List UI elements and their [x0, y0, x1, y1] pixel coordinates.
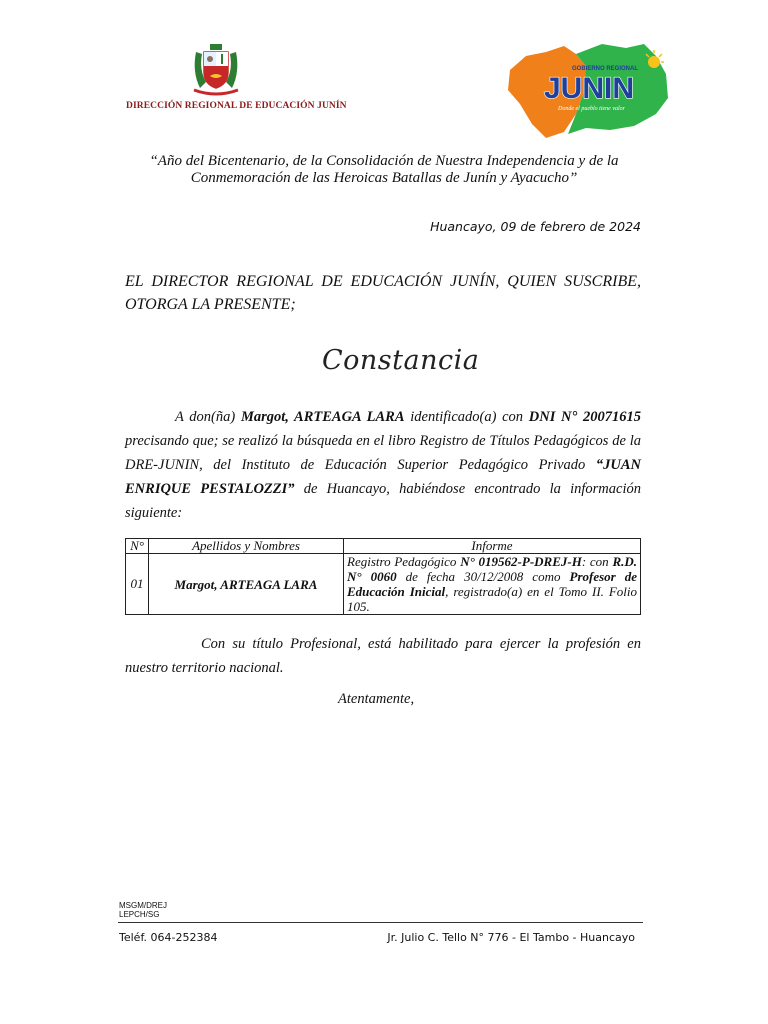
initials-line2: LEPCH/SG — [119, 910, 160, 919]
row-number: 01 — [126, 554, 149, 615]
closing-paragraph — [125, 632, 641, 680]
institution-name: DIRECCIÓN REGIONAL DE EDUCACIÓN JUNÍN — [126, 101, 347, 111]
footer-phone: Teléf. 064-252384 — [119, 931, 218, 944]
report-title: Profesor de Educación Inicial — [347, 569, 638, 599]
report-text-d: , registrado(a) en el Tomo II. Folio 105. — [347, 584, 637, 614]
peru-coat-of-arms-icon — [190, 42, 242, 98]
body-paragraph — [125, 405, 641, 525]
logo-subtext: GOBIERNO REGIONAL — [572, 66, 639, 72]
date-line: Huancayo, 09 de febrero de 2024 — [430, 219, 641, 234]
closing-text: Con su título Profesional, está habilitado para ejercer la profesión en nuestro territorio nacional. — [125, 636, 641, 676]
dni-number: DNI N° 20071615 — [528, 409, 642, 425]
director-statement: EL DIRECTOR REGIONAL DE EDUCACIÓN JUNÍN, QUIEN SUSCRIBE, OTORGA LA PRESENTE; — [125, 273, 641, 313]
year-motto-line1: “Año del Bicentenario, de la Consolidación de Nuestra Independencia y de la — [149, 153, 619, 169]
report-text-b: : con — [581, 554, 609, 569]
initials-line1: MSGM/DREJ — [119, 901, 167, 910]
body-prefix: A don(ña) — [175, 409, 236, 425]
footer-address: Jr. Julio C. Tello N° 776 - El Tambo - Huancayo — [387, 931, 635, 944]
report-text-a: Registro Pedagógico — [347, 554, 457, 569]
header-report: Informe — [344, 539, 641, 554]
year-motto-line2: Conmemoración de las Heroicas Batallas de Junín y Ayacucho” — [190, 170, 578, 186]
row-name: Margot, ARTEAGA LARA — [149, 554, 344, 615]
report-registry: N° 019562-P-DREJ-H — [460, 554, 582, 569]
junin-regional-logo — [506, 40, 672, 142]
farewell: Atentamente, — [338, 691, 415, 707]
table-header-row — [126, 539, 641, 554]
footer-divider — [118, 922, 643, 923]
id-text: identificado(a) con — [410, 409, 524, 425]
year-motto — [100, 153, 668, 187]
body-text-3: de Huancayo, habiéndose encontrado la información siguiente: — [125, 481, 641, 521]
logo-slogan: Donde el pueblo tiene valor — [558, 106, 625, 112]
header-names: Apellidos y Nombres — [149, 539, 344, 554]
logo-text: JUNIN — [544, 72, 635, 105]
institute-name: “JUAN ENRIQUE PESTALOZZI” — [125, 457, 642, 497]
report-text-c: de fecha 30/12/2008 como — [405, 569, 561, 584]
report-resolution: R.D. N° 0060 — [347, 554, 638, 584]
body-text-2: precisando que; se realizó la búsqueda en el libro Registro de Títulos Pedagógicos de la DRE-JUNIN, del Instituto de Educación Superior Pedagógico Privado — [125, 433, 641, 473]
initials-block — [119, 901, 167, 919]
document-title: Constancia — [322, 345, 480, 376]
table-row — [126, 554, 641, 615]
info-table — [125, 538, 641, 615]
header-number: N° — [126, 539, 149, 554]
person-name: Margot, ARTEAGA LARA — [240, 409, 405, 425]
row-report — [344, 554, 641, 615]
